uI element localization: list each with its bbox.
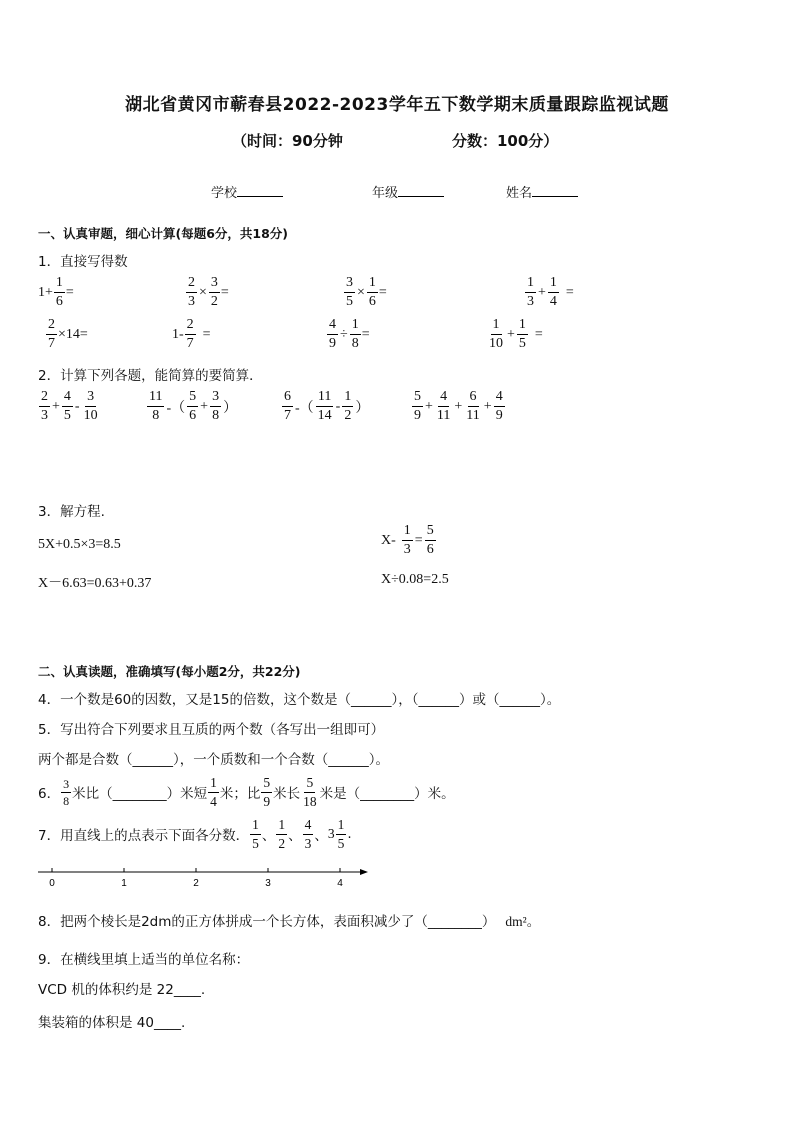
fraction: $\frac{3}{10}$	[83, 389, 98, 423]
fraction: $\frac{6}{11}$	[466, 389, 480, 423]
q1-item-7: $\frac{4}{9}$ ÷ $\frac{1}{8}$ =	[329, 317, 370, 351]
fraction: $\frac{5}{6}$	[189, 389, 197, 423]
fraction: $\frac{3}{8}$	[212, 389, 220, 423]
operator: -（	[166, 400, 186, 416]
school-field[interactable]	[211, 182, 283, 201]
number-line-tick-label: 2	[193, 878, 199, 889]
name-label: 姓名	[506, 186, 533, 201]
school-blank[interactable]	[237, 185, 283, 197]
q5-text: 5．写出符合下列要求且互质的两个数（各写出一组即可）	[38, 722, 385, 738]
q2-expr-1	[38, 390, 101, 423]
q3-label: 3．解方程.	[38, 504, 105, 520]
q1-item-6: 1- $\frac{2}{7}$ =	[172, 317, 211, 351]
equation-2: X- $\frac{1}{3}$ = $\frac{5}{6}$	[381, 523, 434, 557]
fraction: $\frac{5}{9}$	[414, 389, 421, 423]
number-line-tick-label: 3	[265, 878, 271, 889]
school-label: 学校	[211, 186, 238, 201]
q2-expr-3	[281, 390, 370, 423]
number-line-tick-label: 0	[49, 878, 55, 889]
q4-text: 4．一个数是60的因数，又是15的倍数，这个数是（______），（______）或（______）。	[38, 692, 561, 708]
time-label: （时间：90分钟	[232, 132, 343, 150]
equation-3: X－6.63=0.63+0.37	[38, 576, 152, 591]
number-line-arrow	[360, 869, 368, 875]
q9-text: 9．在横线里填上适当的单位名称：	[38, 952, 250, 968]
q7-text: 7．用直线上的点表示下面各分数． $\frac{1}{5}$ 、 $\frac{1}{2}$ 、 $\frac{4}{3}$ 、 3 $\frac{1}{5}$ .	[38, 817, 352, 851]
score-label: 分数：100分）	[452, 132, 559, 150]
q1-item-8: $\frac{1}{10}$ + $\frac{1}{5}$ =	[489, 317, 543, 351]
fraction: $\frac{4}{5}$	[63, 389, 71, 423]
number-line[interactable]	[34, 862, 374, 892]
q9-item-container: 集装箱的体积是 40____.	[38, 1015, 186, 1031]
grade-label: 年级	[372, 186, 399, 201]
fraction: $\frac{2}{3}$	[41, 389, 48, 423]
q2-expr-4	[411, 390, 506, 423]
equation-1: 5X+0.5×3=8.5	[38, 537, 121, 552]
q2-label: 2．计算下列各题，能简算的要简算．	[38, 368, 263, 384]
q8-text: 8．把两个棱长是2dm的正方体拼成一个长方体，表面积减少了（________） dm²。	[38, 914, 541, 930]
operator: ）	[223, 400, 238, 416]
operator: -	[335, 398, 341, 414]
fraction: $\frac{4}{9}$	[495, 389, 503, 423]
fraction: $\frac{1}{2}$	[344, 389, 352, 423]
q1-item-1: 1+ $\frac{1}{6}$ =	[38, 275, 74, 309]
section1-heading: 一、认真审题，细心计算(每题6分，共18分)	[38, 226, 289, 241]
q5-blanks: 两个都是合数（______），一个质数和一个合数（______）。	[38, 752, 389, 768]
name-field[interactable]	[506, 182, 578, 201]
operator: +	[483, 398, 492, 414]
number-line-tick-label: 1	[121, 878, 127, 889]
q1-label: 1．直接写得数	[38, 254, 128, 270]
grade-field[interactable]	[372, 182, 444, 201]
q2-expr-2	[146, 390, 238, 423]
q1-item-2: $\frac{2}{3}$ × $\frac{3}{2}$ =	[188, 275, 229, 309]
q6-text: 6． $\frac{3}{8}$ 米比（________）米短 $\frac{1}{4}$ 米；比 $\frac{5}{9}$ 米长 $\frac{5}{18}$ 米是（________）米。	[38, 775, 455, 809]
name-blank[interactable]	[532, 185, 578, 197]
operator: +	[200, 398, 209, 414]
operator: +	[52, 398, 60, 414]
q1-item-5: $\frac{2}{7}$ ×14=	[48, 317, 88, 351]
number-line-tick-label: 4	[337, 878, 343, 889]
operator: ）	[355, 400, 370, 416]
operator: +	[425, 398, 433, 414]
operator: -	[74, 398, 80, 414]
equation-4: X÷0.08=2.5	[381, 572, 449, 587]
page-title: 湖北省黄冈市蕲春县2022-2023学年五下数学期末质量跟踪监视试题	[125, 95, 669, 115]
q9-item-vcd: VCD 机的体积约是 22____.	[38, 982, 206, 998]
q1-item-4: $\frac{1}{3}$ + $\frac{1}{4}$ =	[527, 275, 574, 309]
q1-item-3: $\frac{3}{5}$ × $\frac{1}{6}$ =	[346, 275, 387, 309]
fraction: $\frac{11}{14}$	[317, 389, 332, 423]
fraction: $\frac{6}{7}$	[284, 389, 291, 423]
fraction: $\frac{4}{11}$	[436, 389, 451, 423]
section2-heading: 二、认真读题，准确填写(每小题2分，共22分)	[38, 664, 301, 679]
operator: -（	[295, 400, 314, 416]
grade-blank[interactable]	[398, 185, 444, 197]
operator: +	[454, 398, 463, 414]
fraction: $\frac{11}{8}$	[149, 389, 163, 423]
